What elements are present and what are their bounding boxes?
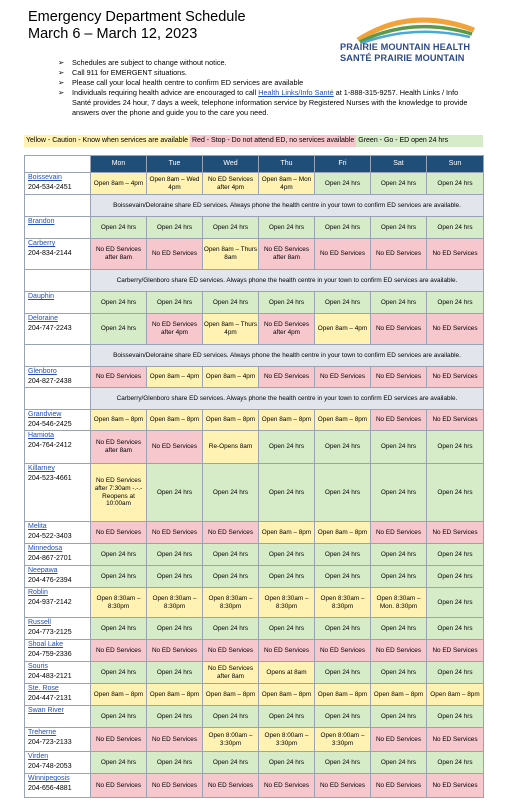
location-phone: 204-546-2425 [28,421,72,428]
location-phone: 204-447-2131 [28,695,72,702]
status-cell: Open 24 hrs [91,292,147,314]
table-row [25,173,484,195]
status-cell: Open 8am – 8pm [203,410,259,431]
status-cell: Open 24 hrs [259,544,315,566]
status-cell: Open 8am – 8pm [203,684,259,706]
location-name-link[interactable]: Shoal Lake [28,641,64,648]
status-cell: Open 8am – Mon 4pm [259,173,315,195]
location-phone: 204-523-4661 [28,475,72,482]
location-cell [25,464,91,522]
location-name-link[interactable]: Boissevain [28,174,62,181]
status-cell: Open 8:30am – 8:30pm [315,588,371,618]
status-cell: Open 24 hrs [203,566,259,588]
table-row [25,684,484,706]
notice-text: Please call your local health centre to confirm ED services are available [72,78,304,87]
notice-text-continued: at 1-888-315-9257. Health Links / Info Santé provides 24 hour, 7 days a week, telephone information service by Registered Nurses with the knowledge to provide answers over the phone and guide you to the care you need. [72,88,468,117]
status-cell: No ED Services [315,774,371,798]
status-cell: Open 24 hrs [371,431,427,464]
status-cell: No ED Services after 7:30am -.-.- Reopens at 10:00am [91,464,147,522]
table-row [25,239,484,270]
status-cell: Open 24 hrs [371,662,427,684]
status-cell: Open 8:30am – Mon. 8:30pm [371,588,427,618]
status-cell: No ED Services [371,367,427,388]
status-cell: Open 8am – 8pm [259,684,315,706]
notice-list [58,58,478,118]
location-name-link[interactable]: Glenboro [28,368,57,375]
status-cell: No ED Services [371,640,427,662]
location-cell [25,588,91,618]
status-cell: Re-Opens 8am [203,431,259,464]
location-phone: 204-522-3403 [28,533,72,540]
status-cell: No ED Services [371,728,427,752]
location-name-link[interactable]: Ste. Rose [28,685,59,692]
status-cell: No ED Services [315,239,371,270]
location-header [25,156,91,173]
status-cell: Open 24 hrs [371,173,427,195]
status-cell: No ED Services [371,314,427,345]
status-cell: No ED Services [91,640,147,662]
table-row [25,662,484,684]
status-cell: Open 24 hrs [91,544,147,566]
status-cell: No ED Services [315,367,371,388]
location-phone: 204-656-4881 [28,785,72,792]
location-phone: 204-534-2451 [28,184,72,191]
location-name-link[interactable]: Winnipegosis [28,775,70,782]
location-name-link[interactable]: Melita [28,523,47,530]
status-cell: Open 24 hrs [147,618,203,640]
status-cell: Open 24 hrs [427,292,484,314]
table-row [25,640,484,662]
day-header: Sat [371,156,427,173]
status-cell: No ED Services [147,522,203,544]
table-row [25,292,484,314]
table-row [25,410,484,431]
status-cell: Open 24 hrs [315,544,371,566]
location-cell [25,566,91,588]
day-header: Mon [91,156,147,173]
status-cell: Open 8:00am – 3:30pm [315,728,371,752]
location-phone: 204-937-2142 [28,599,72,606]
status-cell: Open 24 hrs [259,464,315,522]
health-links-link[interactable]: Health Links/Info Santé [258,88,334,97]
status-cell: No ED Services [203,640,259,662]
status-cell: Open 24 hrs [147,566,203,588]
location-cell [25,239,91,270]
logo-text-english: PRAIRIE MOUNTAIN HEALTH [340,42,471,52]
note-spacer [25,270,91,292]
status-cell: Open 8am – 8pm [91,410,147,431]
status-cell: Open 24 hrs [427,566,484,588]
status-cell: No ED Services [427,410,484,431]
table-row [25,367,484,388]
prairie-mountain-health-logo [340,12,490,64]
status-cell: Open 24 hrs [147,706,203,728]
location-name-link[interactable]: Virden [28,753,49,760]
status-cell: Open 24 hrs [315,217,371,239]
shared-services-note: Carberry/Glenboro share ED services. Always phone the health centre in your town to confirm ED services are available. [91,388,484,410]
location-cell [25,544,91,566]
location-phone: 204-827-2438 [28,378,72,385]
status-cell: No ED Services [147,431,203,464]
location-cell [25,774,91,798]
schedule-table [24,155,484,798]
location-name-link[interactable]: Treherne [28,729,57,736]
location-name-link[interactable]: Carberry [28,240,56,247]
status-cell: No ED Services [427,522,484,544]
table-row [25,706,484,728]
location-phone: 204-483-2121 [28,673,72,680]
status-cell: No ED Services [427,640,484,662]
status-cell: Open 8am – 4pm [91,173,147,195]
status-cell: Open 8:30am – 8:30pm [259,588,315,618]
logo-arc-icon [340,12,480,46]
location-phone: 204-748-2053 [28,763,72,770]
status-cell: Open 24 hrs [91,706,147,728]
status-cell: No ED Services [427,239,484,270]
status-cell: Open 24 hrs [315,292,371,314]
location-name-link[interactable]: Neepawa [28,567,58,574]
status-cell: Open 24 hrs [203,464,259,522]
location-name-link[interactable]: Dauphin [28,293,55,300]
location-cell [25,522,91,544]
table-row [25,752,484,774]
location-cell [25,217,91,239]
table-row [25,544,484,566]
table-row [25,728,484,752]
status-cell: Open 24 hrs [427,464,484,522]
status-cell: No ED Services [147,728,203,752]
status-cell: No ED Services [427,314,484,345]
status-cell: No ED Services after 8am [91,239,147,270]
status-cell: Open 8am – 8pm [427,684,484,706]
status-cell: Open 24 hrs [203,217,259,239]
table-row [25,431,484,464]
location-cell [25,367,91,388]
status-cell: Open 24 hrs [371,544,427,566]
status-cell: Open 8am – 8pm [259,522,315,544]
status-cell: Open 8am – 8pm [91,684,147,706]
status-cell: Open 24 hrs [147,292,203,314]
status-cell: Open 8:30am – 8:30pm [147,588,203,618]
status-cell: No ED Services [427,367,484,388]
status-cell: Open 8:30am – 8:30pm [91,588,147,618]
status-cell: No ED Services [91,522,147,544]
status-cell: Open 8am – 8pm [315,684,371,706]
location-cell [25,410,91,431]
legend-yellow: Yellow - Caution - Know when services are available [24,135,190,147]
status-cell: Open 24 hrs [371,217,427,239]
arrow-bullet-icon: ➢ [58,68,65,77]
shared-services-note: Boissevain/Deloraine share ED services. Always phone the health centre in your town to confirm ED services are available. [91,195,484,217]
status-cell: Open 24 hrs [91,217,147,239]
status-cell: Open 8:30am – 8:30pm [203,588,259,618]
status-cell: No ED Services [371,410,427,431]
status-cell: Open 24 hrs [203,752,259,774]
location-name-link[interactable]: Swan River [28,707,64,714]
status-cell: No ED Services after 8am [91,431,147,464]
status-cell: No ED Services [259,774,315,798]
status-cell: No ED Services [91,774,147,798]
location-name-link[interactable]: Killarney [28,465,55,472]
legend-green: Green - Go - ED open 24 hrs [356,135,483,147]
notice-item [58,58,478,68]
shared-services-note-row [25,345,484,367]
table-row [25,618,484,640]
day-header: Sun [427,156,484,173]
status-cell: No ED Services [147,774,203,798]
status-cell: Open 24 hrs [315,431,371,464]
location-name-link[interactable]: Minnedosa [28,545,63,552]
table-row [25,314,484,345]
location-cell [25,662,91,684]
status-cell: Open 24 hrs [315,464,371,522]
location-phone: 204-759-2336 [28,651,72,658]
legend-red: Red - Stop - Do not attend ED, no services available [190,135,356,147]
status-cell: Open 24 hrs [203,292,259,314]
location-cell [25,431,91,464]
location-cell [25,728,91,752]
status-cell: Open 8am – Thurs 8am [203,239,259,270]
status-cell: Open 8am – Thurs 4pm [203,314,259,345]
day-header: Tue [147,156,203,173]
status-cell: Open 24 hrs [259,618,315,640]
status-cell: No ED Services [147,239,203,270]
status-cell: No ED Services [371,239,427,270]
status-cell: Open 24 hrs [91,662,147,684]
location-cell [25,706,91,728]
day-header: Wed [203,156,259,173]
status-cell: No ED Services [147,640,203,662]
shared-services-note-row [25,195,484,217]
status-cell: No ED Services [371,774,427,798]
status-cell: No ED Services after 4pm [147,314,203,345]
location-phone: 204-773-2125 [28,629,72,636]
status-cell: Open 8am – 8pm [315,522,371,544]
status-cell: Open 24 hrs [371,618,427,640]
shared-services-note: Boissevain/Deloraine share ED services. Always phone the health centre in your town to confirm ED services are available. [91,345,484,367]
note-spacer [25,195,91,217]
location-phone: 204-723-2133 [28,739,72,746]
status-cell: No ED Services after 4pm [259,314,315,345]
status-cell: No ED Services after 4pm [203,173,259,195]
status-cell: Open 24 hrs [315,752,371,774]
status-cell: No ED Services after 8am [203,662,259,684]
location-name-link[interactable]: Russell [28,619,51,626]
status-cell: Open 24 hrs [259,431,315,464]
status-cell: Open 8am – 8pm [259,410,315,431]
status-cell: Open 24 hrs [147,752,203,774]
status-cell: Open 8am – 8pm [147,410,203,431]
status-cell: No ED Services after 8am [259,239,315,270]
table-row [25,217,484,239]
location-phone: 204-764-2412 [28,442,72,449]
note-spacer [25,388,91,410]
shared-services-note-row [25,388,484,410]
logo-text-french: SANTÉ PRAIRIE MOUNTAIN [340,53,465,63]
status-cell: No ED Services [427,728,484,752]
location-phone: 204-747-2243 [28,325,72,332]
status-cell: Open 24 hrs [427,618,484,640]
status-cell: Open 24 hrs [427,217,484,239]
status-cell: No ED Services [91,728,147,752]
arrow-bullet-icon: ➢ [58,78,65,87]
status-cell: Open 24 hrs [259,217,315,239]
day-header: Fri [315,156,371,173]
status-cell: Open 24 hrs [147,464,203,522]
status-cell: Open 24 hrs [315,566,371,588]
status-cell: Open 24 hrs [427,662,484,684]
status-cell: No ED Services [427,774,484,798]
location-phone: 204-867-2701 [28,555,72,562]
status-cell: Open 8am – 4pm [315,314,371,345]
day-header-row [25,156,484,173]
status-cell: Open 24 hrs [315,618,371,640]
status-cell: Open 8am – 4pm [203,367,259,388]
arrow-bullet-icon: ➢ [58,88,65,97]
status-cell: Open 24 hrs [203,706,259,728]
status-cell: Open 24 hrs [91,566,147,588]
title-line-1: Emergency Department Schedule [28,9,246,25]
status-cell: Open 8:00am – 3:30pm [203,728,259,752]
location-cell [25,292,91,314]
location-name-link[interactable]: Grandview [28,411,62,418]
status-cell: Open 24 hrs [427,588,484,618]
note-spacer [25,345,91,367]
location-name-link[interactable]: Roblin [28,589,48,596]
status-cell: Open 24 hrs [315,706,371,728]
status-cell: Open 24 hrs [91,752,147,774]
status-cell: Open 8am – 4pm [147,367,203,388]
location-phone: 204-476-2394 [28,577,72,584]
table-row [25,464,484,522]
status-cell: No ED Services [259,640,315,662]
location-cell [25,640,91,662]
status-cell: No ED Services [203,774,259,798]
table-row [25,774,484,798]
status-cell: Open 8am – 8pm [371,684,427,706]
location-phone: 204-834-2144 [28,250,72,257]
location-cell [25,173,91,195]
shared-services-note-row [25,270,484,292]
status-cell: Open 24 hrs [259,706,315,728]
status-cell: Open 24 hrs [371,464,427,522]
status-cell: No ED Services [315,640,371,662]
status-cell: Open 24 hrs [147,217,203,239]
status-cell: Open 24 hrs [371,292,427,314]
status-cell: Open 24 hrs [371,566,427,588]
status-cell: Open 24 hrs [315,173,371,195]
notice-item [58,88,478,118]
page-title [28,9,246,43]
notice-text: Call 911 for EMERGENT situations. [72,68,187,77]
location-cell [25,684,91,706]
status-cell: Open 24 hrs [427,706,484,728]
location-cell [25,618,91,640]
status-cell: Open 24 hrs [427,173,484,195]
day-header: Thu [259,156,315,173]
status-cell: No ED Services [91,367,147,388]
table-row [25,566,484,588]
location-cell [25,314,91,345]
status-cell: Open 24 hrs [371,752,427,774]
status-cell: Open 24 hrs [259,566,315,588]
status-cell: Open 24 hrs [371,706,427,728]
status-cell: Open 24 hrs [147,544,203,566]
location-name-link[interactable]: Souris [28,663,48,670]
status-cell: No ED Services [203,522,259,544]
location-name-link[interactable]: Brandon [28,218,55,225]
location-name-link[interactable]: Hamiota [28,432,55,439]
status-cell: Open 24 hrs [315,662,371,684]
status-cell: Open 24 hrs [203,544,259,566]
status-cell: Open 24 hrs [427,752,484,774]
status-cell: Open 8am – 8pm [147,684,203,706]
notice-item [58,68,478,78]
status-cell: Open 24 hrs [91,314,147,345]
color-legend [24,135,483,147]
notice-item [58,78,478,88]
location-name-link[interactable]: Deloraine [28,315,58,322]
status-cell: No ED Services [371,522,427,544]
table-row [25,588,484,618]
status-cell: Open 24 hrs [91,618,147,640]
status-cell: Open 24 hrs [427,544,484,566]
shared-services-note: Carberry/Glenboro share ED services. Always phone the health centre in your town to confirm ED services are available. [91,270,484,292]
status-cell: Open 8:00am – 3:30pm [259,728,315,752]
status-cell: No ED Services [259,367,315,388]
status-cell: Open 24 hrs [259,752,315,774]
table-row [25,522,484,544]
title-line-2: March 6 – March 12, 2023 [28,26,198,42]
status-cell: Open 8am – 8pm [315,410,371,431]
arrow-bullet-icon: ➢ [58,58,65,67]
status-cell: Open 8am – Wed 4pm [147,173,203,195]
status-cell: Opens at 8am [259,662,315,684]
status-cell: Open 24 hrs [147,662,203,684]
location-cell [25,752,91,774]
notice-text: Individuals requiring health advice are encouraged to call [72,88,259,97]
notice-text: Schedules are subject to change without notice. [72,58,227,67]
status-cell: Open 24 hrs [203,618,259,640]
status-cell: Open 24 hrs [427,431,484,464]
status-cell: Open 24 hrs [259,292,315,314]
